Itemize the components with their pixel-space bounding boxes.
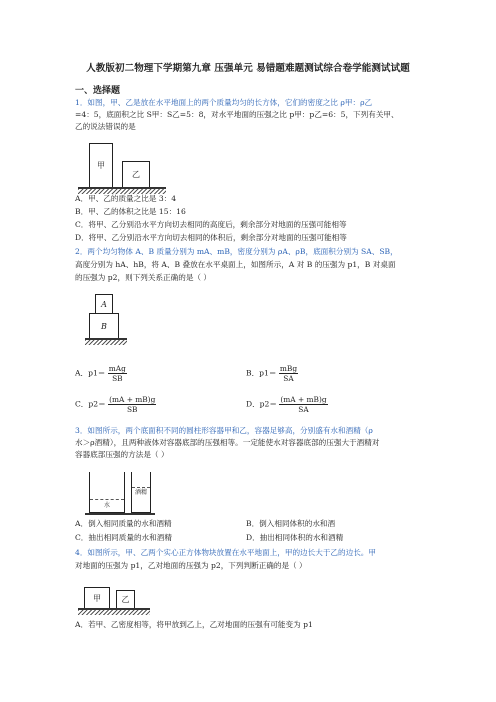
q2-option-c-prefix: C．p2＝ (75, 399, 106, 409)
q2-line-1: 2．两个均匀物体 A、B 质量分别为 mA、mB，密度分别为 ρA、ρB，底面积分别为 SA、SB， (75, 247, 398, 256)
q1-line-3: 乙的说法错误的是 (75, 122, 136, 131)
q3-line-3: 容器底部压强的方法是（ ） (75, 450, 169, 459)
water-liquid: 水 (90, 499, 124, 512)
q4-line-1: 4．如图所示，甲、乙两个实心正方体物块放置在水平地面上，甲的边长大于乙的边长。甲 (75, 548, 376, 557)
q3-option-b: B．倒入相同体积的水和酒 (246, 519, 336, 528)
q4-figure (78, 587, 158, 615)
q1-option-a: A．甲、乙的质量之比是 3：4 (75, 194, 177, 203)
q2-option-d-denominator: SA (298, 405, 309, 414)
q2-option-b-fraction (279, 364, 298, 383)
q1-line-1: 1．如图，甲、乙是放在水平地面上的两个质量均匀的长方体，它们的密度之比 ρ甲：ρ乙 (75, 98, 373, 107)
table-hatch (85, 340, 127, 345)
q2-option-c-numerator: (mA + mB)g (109, 395, 156, 404)
q3-option-c: C．抽出相同质量的水和酒精 (75, 533, 172, 542)
q1-option-d: D．将甲、乙分别沿水平方向切去相同的体积后，剩余部分对地面的压强可能相等 (75, 233, 347, 242)
q2-option-a (75, 364, 127, 383)
q3-option-a: A．倒入相同质量的水和酒精 (75, 519, 172, 528)
cube-yi: 乙 (116, 590, 135, 609)
q4-line-2: 对地面的压强为 p1，乙对地面的压强为 p2，下列判断正确的是（ ） (75, 561, 307, 570)
ground-line (85, 513, 155, 515)
block-yi: 乙 (122, 161, 150, 188)
q2-option-d-fraction (279, 395, 327, 414)
q1-option-c: C．将甲、乙分别沿水平方向切去相同的高度后，剩余部分对地面的压强可能相等 (75, 220, 347, 229)
q2-option-a-denominator: SB (112, 374, 123, 383)
q2-option-b (246, 364, 298, 383)
block-jia: 甲 (89, 143, 113, 188)
q2-option-b-denominator: SA (283, 374, 294, 383)
q2-option-b-prefix: B．p1＝ (246, 368, 277, 378)
section-heading: 一、选择题 (75, 86, 121, 96)
page-title: 人教版初二物理下学期第九章 压强单元 易错题难题测试综合卷学能测试试题 (86, 63, 410, 74)
q2-option-a-prefix: A．p1＝ (75, 368, 106, 378)
block-a: A (95, 294, 113, 314)
q2-option-c-fraction (108, 395, 156, 414)
q2-line-3: 的压强为 p2，则下列关系正确的是（ ） (75, 273, 212, 282)
q2-option-d-prefix: D．p2＝ (246, 399, 277, 409)
container-jia (89, 472, 125, 513)
q2-option-c-denominator: SB (126, 405, 138, 414)
q2-option-c (75, 395, 156, 414)
q1-figure (78, 143, 168, 193)
q4-option-a: A．若甲、乙密度相等，将甲放到乙上，乙对地面的压强有可能变为 p1 (75, 620, 313, 629)
q1-line-2: =4：5，底面积之比 S甲：S乙=5：8，对水平地面的压强之比 p甲：p乙=6：5，下列有关甲、 (75, 110, 399, 119)
q3-option-d: D．抽出相同体积的水和酒精 (246, 533, 344, 542)
q2-option-a-fraction (108, 364, 127, 383)
container-yi (131, 472, 151, 513)
q2-line-2: 高度分别为 hA、hB，将 A、B 叠放在水平桌面上，如图所示，A 对 B 的压强为 p1，B 对桌面 (75, 260, 396, 269)
q2-figure (85, 294, 135, 350)
q2-option-d-numerator: (mA + mB)g (280, 395, 327, 404)
q3-line-2: 水＞ρ酒精），且两种液体对容器底部的压强相等。一定能使水对容器底部的压强大于酒精对 (75, 438, 380, 447)
cube-jia: 甲 (84, 587, 110, 609)
alcohol-liquid: 酒精 (132, 487, 150, 512)
block-b: B (89, 313, 119, 339)
q3-figure (85, 472, 160, 516)
q2-option-a-numerator: mAg (108, 364, 126, 373)
q1-option-b: B．甲、乙的体积之比是 15：16 (75, 207, 186, 216)
ground-hatch (78, 610, 150, 615)
q2-option-b-numerator: mBg (279, 364, 298, 373)
q3-line-1: 3．如图所示，两个底面积不同的圆柱形容器甲和乙，容器足够高，分别盛有水和酒精（ρ (75, 426, 373, 435)
q2-option-d (246, 395, 328, 414)
